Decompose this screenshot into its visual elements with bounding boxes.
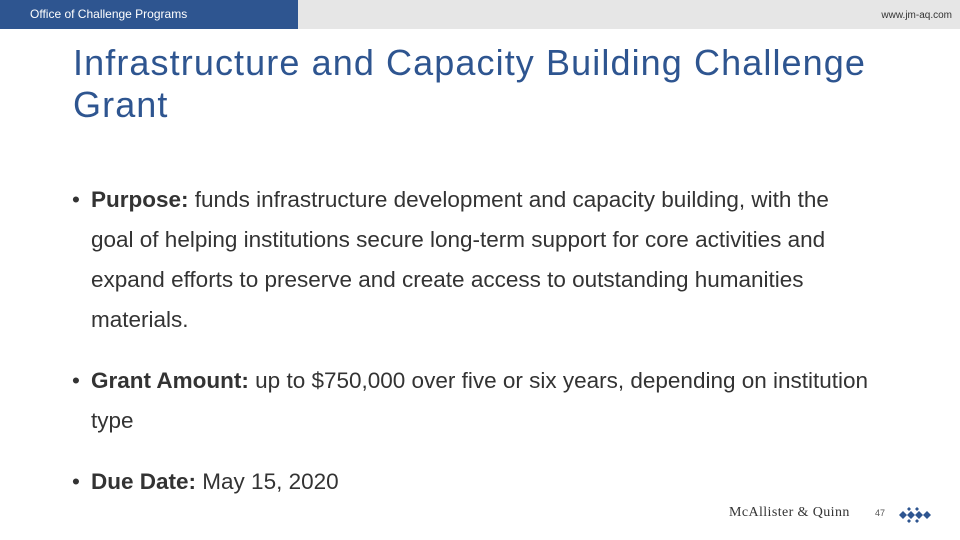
bullet-text: funds infrastructure development and capacity building, with the goal of helping institutions secure long-term support for core activities and expand efforts to preserve and create access to outstanding humanities materials. xyxy=(91,187,829,332)
bullet-icon: • xyxy=(72,469,80,494)
company-logo-icon xyxy=(897,506,931,524)
bullet-label: Purpose: xyxy=(91,187,189,212)
bullet-text: May 15, 2020 xyxy=(202,469,339,494)
page-number: 47 xyxy=(875,508,886,518)
bullet-icon: • xyxy=(72,187,80,212)
slide-title: Infrastructure and Capacity Building Challenge Grant xyxy=(73,42,867,125)
section-label: Office of Challenge Programs xyxy=(0,0,298,29)
bullet-list xyxy=(72,180,872,523)
bullet-icon: • xyxy=(72,368,80,393)
bullet-label: Grant Amount: xyxy=(91,368,249,393)
bullet-text: up to $750,000 over five or six years, depending on institution type xyxy=(91,368,869,433)
bullet-label: Due Date: xyxy=(91,469,197,494)
website-url: www.jm-aq.com xyxy=(881,10,952,21)
bullet-grant-amount xyxy=(72,361,872,441)
bullet-due-date xyxy=(72,462,872,502)
company-logo-text: McAllister & Quinn xyxy=(729,505,850,520)
bullet-purpose xyxy=(72,180,872,340)
